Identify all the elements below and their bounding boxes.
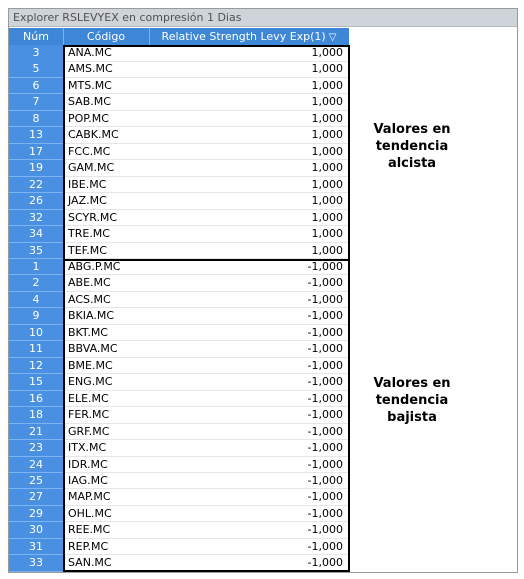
row-number[interactable]: 27 — [9, 489, 63, 506]
table-row[interactable] — [9, 539, 349, 556]
row-rs-value[interactable]: 1,000 — [149, 94, 349, 111]
row-rs-value[interactable]: 1,000 — [149, 78, 349, 95]
table-row[interactable] — [9, 391, 349, 408]
table-row[interactable] — [9, 193, 349, 210]
row-code[interactable]: JAZ.MC — [63, 193, 149, 210]
window-titlebar — [9, 9, 517, 27]
row-number[interactable]: 5 — [9, 61, 63, 78]
annotation-bullish: Valores en tendencia alcista — [373, 122, 451, 171]
table-row[interactable] — [9, 259, 349, 276]
row-rs-value[interactable]: -1,000 — [149, 292, 349, 309]
row-number[interactable]: 16 — [9, 391, 63, 408]
table-row[interactable] — [9, 308, 349, 325]
table-row[interactable] — [9, 210, 349, 227]
row-rs-value[interactable]: 1,000 — [149, 177, 349, 194]
row-rs-value[interactable]: 1,000 — [149, 45, 349, 62]
results-table — [9, 45, 349, 572]
row-rs-value[interactable]: -1,000 — [149, 407, 349, 424]
window-title: Explorer RSLEVYEX en compresión 1 Dias — [13, 11, 242, 24]
row-code[interactable]: ELE.MC — [63, 391, 149, 408]
row-rs-value[interactable]: -1,000 — [149, 506, 349, 523]
annotation-bearish: Valores en tendencia bajista — [373, 376, 451, 425]
table-row[interactable] — [9, 341, 349, 358]
row-rs-value[interactable]: 1,000 — [149, 160, 349, 177]
row-rs-value[interactable]: 1,000 — [149, 243, 349, 260]
table-row[interactable] — [9, 275, 349, 292]
row-code[interactable]: ITX.MC — [63, 440, 149, 457]
row-rs-value[interactable]: 1,000 — [149, 144, 349, 161]
table-row[interactable] — [9, 226, 349, 243]
row-number[interactable]: 18 — [9, 407, 63, 424]
row-code[interactable]: ABE.MC — [63, 275, 149, 292]
table-row[interactable] — [9, 374, 349, 391]
row-code[interactable]: OHL.MC — [63, 506, 149, 523]
row-number[interactable]: 34 — [9, 226, 63, 243]
row-rs-value[interactable]: -1,000 — [149, 489, 349, 506]
table-row[interactable] — [9, 94, 349, 111]
row-rs-value[interactable]: -1,000 — [149, 259, 349, 276]
row-rs-value[interactable]: -1,000 — [149, 325, 349, 342]
row-number[interactable]: 32 — [9, 210, 63, 227]
row-code[interactable]: TRE.MC — [63, 226, 149, 243]
row-rs-value[interactable]: -1,000 — [149, 473, 349, 490]
row-number[interactable]: 9 — [9, 308, 63, 325]
row-number[interactable]: 8 — [9, 111, 63, 128]
row-rs-value[interactable]: 1,000 — [149, 61, 349, 78]
table-row[interactable] — [9, 177, 349, 194]
row-code[interactable]: MTS.MC — [63, 78, 149, 95]
table-row[interactable] — [9, 424, 349, 441]
row-rs-value[interactable]: -1,000 — [149, 308, 349, 325]
row-number[interactable]: 2 — [9, 275, 63, 292]
row-code[interactable]: IDR.MC — [63, 457, 149, 474]
row-code[interactable]: ABG.P.MC — [63, 259, 149, 276]
row-rs-value[interactable]: -1,000 — [149, 424, 349, 441]
row-number[interactable]: 30 — [9, 522, 63, 539]
row-rs-value[interactable]: -1,000 — [149, 275, 349, 292]
row-number[interactable]: 7 — [9, 94, 63, 111]
row-code[interactable]: SAN.MC — [63, 555, 149, 572]
row-rs-value[interactable]: 1,000 — [149, 193, 349, 210]
row-rs-value[interactable]: -1,000 — [149, 555, 349, 572]
row-rs-value[interactable]: -1,000 — [149, 440, 349, 457]
row-rs-value[interactable]: -1,000 — [149, 341, 349, 358]
table-row[interactable] — [9, 45, 349, 62]
table-row[interactable] — [9, 325, 349, 342]
row-number[interactable]: 11 — [9, 341, 63, 358]
row-code[interactable]: ACS.MC — [63, 292, 149, 309]
table-row[interactable] — [9, 440, 349, 457]
column-header-num[interactable]: Núm — [23, 30, 49, 43]
table-row[interactable] — [9, 407, 349, 424]
row-number[interactable]: 12 — [9, 358, 63, 375]
table-row[interactable] — [9, 292, 349, 309]
row-number[interactable]: 10 — [9, 325, 63, 342]
explorer-window — [8, 8, 518, 573]
table-row[interactable] — [9, 522, 349, 539]
row-code[interactable]: POP.MC — [63, 111, 149, 128]
row-number[interactable]: 26 — [9, 193, 63, 210]
table-header — [9, 28, 349, 45]
row-number[interactable]: 25 — [9, 473, 63, 490]
row-code[interactable]: REP.MC — [63, 539, 149, 556]
table-row[interactable] — [9, 127, 349, 144]
table-row[interactable] — [9, 78, 349, 95]
table-row[interactable] — [9, 111, 349, 128]
row-rs-value[interactable]: 1,000 — [149, 226, 349, 243]
row-number[interactable]: 4 — [9, 292, 63, 309]
row-code[interactable]: SAB.MC — [63, 94, 149, 111]
row-code[interactable]: BKIA.MC — [63, 308, 149, 325]
row-code[interactable]: ANA.MC — [63, 45, 149, 62]
row-rs-value[interactable]: 1,000 — [149, 127, 349, 144]
row-rs-value[interactable]: 1,000 — [149, 210, 349, 227]
row-number[interactable]: 6 — [9, 78, 63, 95]
row-code[interactable]: SCYR.MC — [63, 210, 149, 227]
row-code[interactable]: IBE.MC — [63, 177, 149, 194]
row-number[interactable]: 33 — [9, 555, 63, 572]
row-number[interactable]: 23 — [9, 440, 63, 457]
table-row[interactable] — [9, 489, 349, 506]
row-code[interactable]: GAM.MC — [63, 160, 149, 177]
row-code[interactable]: IAG.MC — [63, 473, 149, 490]
row-number[interactable]: 19 — [9, 160, 63, 177]
table-row[interactable] — [9, 506, 349, 523]
sort-desc-icon[interactable]: ▽ — [328, 32, 337, 43]
column-header-rs-label: Relative Strength Levy Exp(1) — [161, 30, 326, 43]
row-code[interactable]: FCC.MC — [63, 144, 149, 161]
column-header-relative-strength[interactable] — [149, 28, 349, 46]
row-number[interactable]: 15 — [9, 374, 63, 391]
row-rs-value[interactable]: -1,000 — [149, 374, 349, 391]
row-number[interactable]: 3 — [9, 45, 63, 62]
row-rs-value[interactable]: -1,000 — [149, 522, 349, 539]
row-number[interactable]: 31 — [9, 539, 63, 556]
row-number[interactable]: 24 — [9, 457, 63, 474]
table-row[interactable] — [9, 144, 349, 161]
row-code[interactable]: GRF.MC — [63, 424, 149, 441]
row-number[interactable]: 29 — [9, 506, 63, 523]
column-header-code[interactable]: Código — [86, 30, 126, 43]
table-row[interactable] — [9, 555, 349, 572]
row-code[interactable]: BME.MC — [63, 358, 149, 375]
row-number[interactable]: 17 — [9, 144, 63, 161]
row-number[interactable]: 13 — [9, 127, 63, 144]
row-rs-value[interactable]: -1,000 — [149, 358, 349, 375]
table-row[interactable] — [9, 473, 349, 490]
row-code[interactable]: TEF.MC — [63, 243, 149, 260]
table-row[interactable] — [9, 243, 349, 260]
row-code[interactable]: FER.MC — [63, 407, 149, 424]
row-rs-value[interactable]: -1,000 — [149, 457, 349, 474]
row-rs-value[interactable]: -1,000 — [149, 391, 349, 408]
table-row[interactable] — [9, 160, 349, 177]
table-row[interactable] — [9, 358, 349, 375]
row-code[interactable]: CABK.MC — [63, 127, 149, 144]
row-rs-value[interactable]: 1,000 — [149, 111, 349, 128]
row-number[interactable]: 1 — [9, 259, 63, 276]
row-code[interactable]: BBVA.MC — [63, 341, 149, 358]
row-number[interactable]: 22 — [9, 177, 63, 194]
row-code[interactable]: REE.MC — [63, 522, 149, 539]
row-rs-value[interactable]: -1,000 — [149, 539, 349, 556]
row-number[interactable]: 35 — [9, 243, 63, 260]
row-code[interactable]: AMS.MC — [63, 61, 149, 78]
table-row[interactable] — [9, 61, 349, 78]
row-code[interactable]: ENG.MC — [63, 374, 149, 391]
table-row[interactable] — [9, 457, 349, 474]
row-code[interactable]: BKT.MC — [63, 325, 149, 342]
row-number[interactable]: 21 — [9, 424, 63, 441]
row-code[interactable]: MAP.MC — [63, 489, 149, 506]
